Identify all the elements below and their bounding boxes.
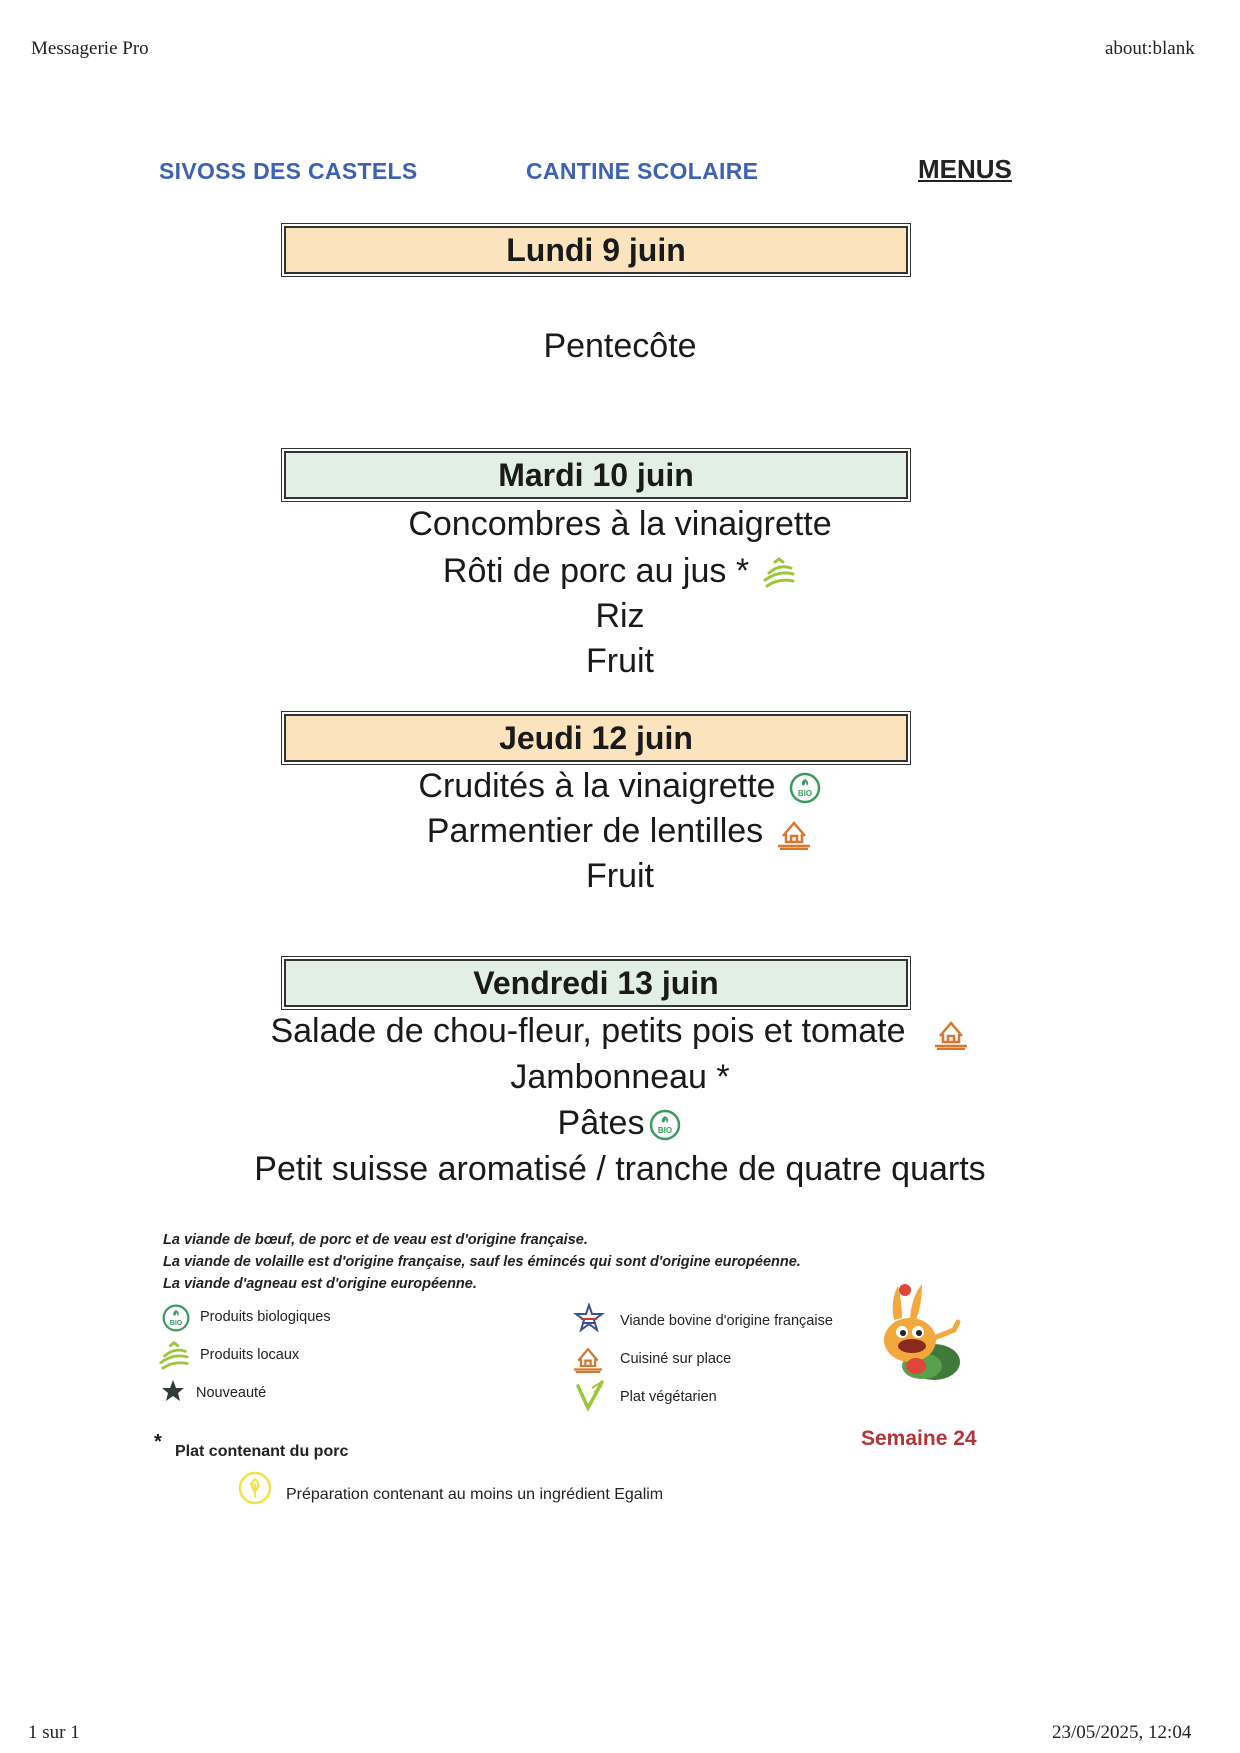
menu-item: Parmentier de lentilles (426, 812, 764, 850)
legend-note: La viande d'agneau est d'origine européenne. (163, 1276, 477, 1292)
bio-icon (788, 771, 822, 805)
home-cooked-icon (571, 1343, 605, 1378)
legend-beef-label: Viande bovine d'origine française (620, 1313, 833, 1329)
week-label: Semaine 24 (861, 1427, 977, 1450)
day-header-tuesday: Mardi 10 juin (284, 451, 908, 499)
menu-item-row (0, 766, 1240, 806)
menu-item: Jambonneau * (510, 1058, 730, 1096)
menu-item: Rôti de porc au jus * (442, 552, 750, 590)
day-header-monday: Lundi 9 juin (284, 226, 908, 274)
print-header-left: Messagerie Pro (31, 38, 149, 59)
legend-new-label: Nouveauté (196, 1385, 267, 1401)
bio-icon (161, 1303, 191, 1338)
legend-bio-label: Produits biologiques (200, 1309, 331, 1325)
bio-icon (648, 1108, 682, 1142)
bio-badge-text: BIO (658, 1126, 673, 1136)
vegetarian-icon (574, 1378, 606, 1417)
bio-badge-text: BIO (169, 1320, 183, 1328)
menu-item: Salade de chou-fleur, petits pois et tomate (270, 1012, 906, 1050)
legend-note: La viande de bœuf, de porc et de veau est d'origine française. (163, 1232, 588, 1248)
menu-item: Petit suisse aromatisé / tranche de quatre quarts (254, 1150, 986, 1188)
legend-local-label: Produits locaux (200, 1347, 300, 1363)
page-title: MENUS (918, 154, 1012, 184)
menu-item: Concombres à la vinaigrette (408, 505, 832, 543)
print-footer-left: 1 sur 1 (28, 1722, 80, 1743)
menu-item: Riz (595, 597, 645, 635)
day-header-friday: Vendredi 13 juin (284, 959, 908, 1007)
home-cooked-icon (775, 816, 813, 850)
menu-item: Fruit (586, 642, 654, 680)
print-footer-right: 23/05/2025, 12:04 (1052, 1722, 1192, 1743)
org-name: SIVOSS DES CASTELS (159, 158, 418, 184)
legend-egalim-label: Préparation contenant au moins un ingrédient Egalim (286, 1486, 664, 1503)
mascot-illustration (872, 1276, 972, 1393)
local-products-icon (761, 556, 797, 590)
local-products-icon (156, 1340, 192, 1377)
menu-item: Pâtes (557, 1104, 645, 1142)
bio-badge-text: BIO (797, 789, 812, 799)
home-cooked-icon (932, 1016, 970, 1050)
menu-item: Fruit (586, 857, 654, 895)
egalim-icon (237, 1470, 273, 1511)
menu-item: Crudités à la vinaigrette (418, 767, 776, 805)
service-name: CANTINE SCOLAIRE (526, 158, 759, 184)
menu-item-row (0, 1011, 1240, 1051)
asterisk-symbol: * (154, 1431, 162, 1453)
star-icon (161, 1379, 185, 1408)
day-header-thursday: Jeudi 12 juin (284, 714, 908, 762)
legend-note: La viande de volaille est d'origine française, sauf les émincés qui sont d'origine européenne. (163, 1254, 801, 1270)
legend-pork-label: Plat contenant du porc (175, 1443, 349, 1460)
legend-cooked-label: Cuisiné sur place (620, 1351, 732, 1367)
menu-item-row (0, 1103, 1240, 1143)
legend-veg-label: Plat végétarien (620, 1389, 717, 1405)
menu-item: Pentecôte (543, 327, 697, 365)
menu-item-row (0, 551, 1240, 591)
menu-item-row (0, 811, 1240, 851)
print-header-right: about:blank (1105, 38, 1195, 59)
french-beef-icon (571, 1303, 607, 1340)
